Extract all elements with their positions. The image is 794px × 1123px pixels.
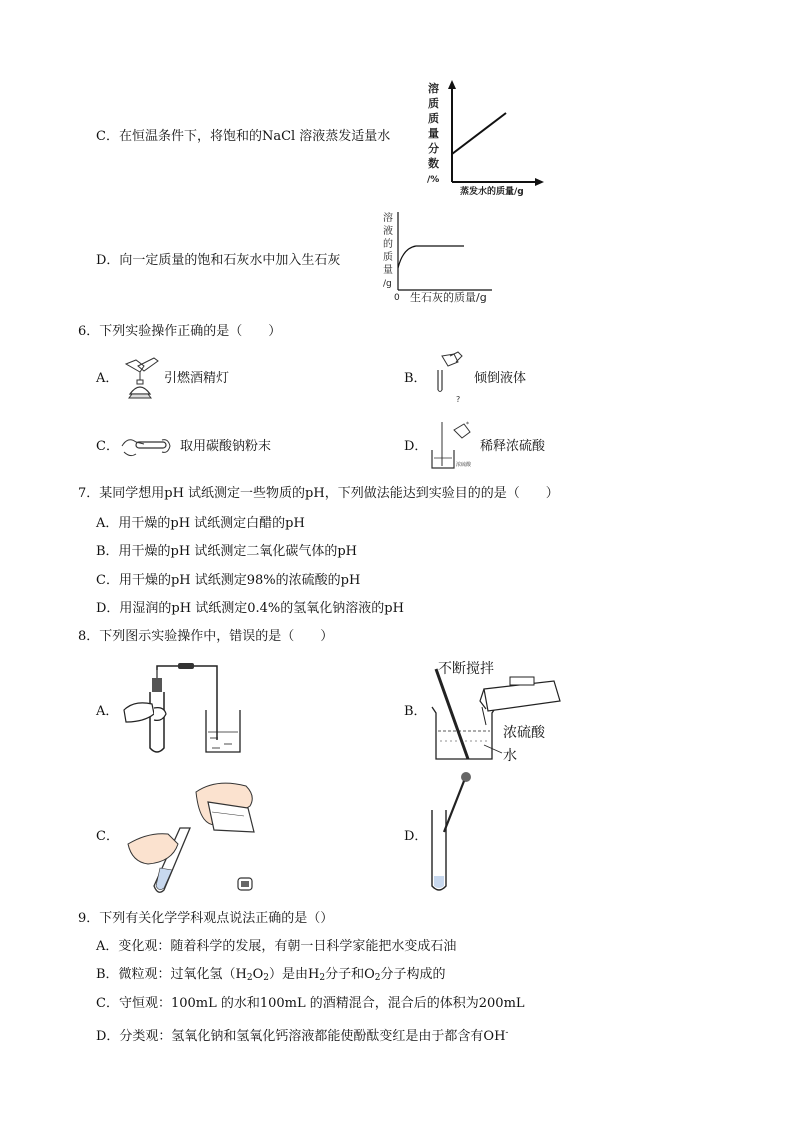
q5-d-origin: 0 [394, 293, 400, 303]
q9-stem: 9．下列有关化学学科观点说法正确的是（） [78, 911, 334, 926]
q6-stem: 6．下列实验操作正确的是（ ） [78, 324, 282, 339]
q6-option-c-letter: C． [96, 439, 119, 454]
q5-d-ylabel-3: 的 [383, 239, 393, 250]
q8-option-d-letter: D． [404, 829, 428, 844]
q5-d-ylabel-6: /g [383, 279, 392, 289]
q6-option-a-letter: A． [96, 371, 119, 386]
q6-option-a-text: 引燃酒精灯 [164, 371, 230, 386]
q6-b-pour-figure [428, 350, 468, 404]
q6-option-b-text: 倾倒液体 [474, 371, 527, 386]
q5-c-ylabel-4: 量 [428, 127, 439, 140]
q9-b-part5: 分子构成的 [380, 967, 446, 982]
q5-c-xlabel: 蒸发水的质量/g [460, 187, 524, 196]
q5-c-x-arrow [535, 178, 544, 186]
q5-c-ylabel-6: 数 [428, 157, 439, 170]
q8-b-stir-label: 不断搅拌 [438, 661, 494, 677]
q7-option-b: B．用干燥的pH 试纸测定二氧化碳气体的pH [96, 544, 358, 559]
svg-text:?: ? [456, 395, 461, 404]
q7-option-c: C．用干燥的pH 试纸测定98%的浓硫酸的pH [96, 573, 361, 588]
q5-c-ylabel-7: /% [427, 175, 440, 185]
q6-option-d-text: 稀释浓硫酸 [480, 439, 546, 454]
q5-d-ylabel-2: 液 [383, 226, 393, 237]
svg-text:*: * [466, 421, 469, 428]
q9-option-c: C．守恒观：100mL 的水和100mL 的酒精混合，混合后的体积为200mL [96, 996, 525, 1011]
q8-d-dropper-figure [424, 770, 474, 896]
q6-d-small-label: 浓硫酸 [456, 462, 472, 468]
q9-option-b [96, 966, 446, 987]
q5-c-ylabel-1: 溶 [428, 82, 439, 95]
q8-c-pour-figure [120, 772, 270, 898]
q5-c-ylabel-2: 质 [428, 97, 439, 110]
q9-b-part4: 分子和O [325, 967, 375, 982]
q5-d-ylabel-5: 量 [383, 265, 393, 276]
q6-d-dilute-figure [428, 418, 476, 476]
q5-d-curve [398, 246, 464, 268]
q5-c-graph [426, 78, 546, 196]
q9-b-part2: O [252, 967, 264, 982]
q9-b-sub4: 2 [374, 973, 381, 983]
q7-option-a: A．用干燥的pH 试纸测定白醋的pH [96, 516, 305, 531]
q6-c-powder-figure [118, 428, 174, 464]
q9-b-sub2: 2 [263, 973, 270, 983]
q7-option-d: D．用湿润的pH 试纸测定0.4%的氢氧化钠溶液的pH [96, 601, 404, 616]
q9-b-part3: ）是由H [269, 967, 320, 982]
q8-option-b-letter: B． [404, 704, 427, 719]
q5-c-ylabel-5: 分 [428, 142, 439, 155]
q9-option-a: A．变化观：随着科学的发展，有朝一日科学家能把水变成石油 [96, 939, 457, 954]
q9-b-sub3: 2 [319, 973, 326, 983]
q8-b-water-label: 水 [503, 748, 517, 764]
q6-a-lamp-figure [118, 350, 162, 400]
q5-d-graph [378, 208, 498, 308]
q8-option-c-letter: C． [96, 829, 119, 844]
q8-option-a-letter: A． [96, 704, 119, 719]
q8-stem: 8．下列图示实验操作中，错误的是（ ） [78, 629, 334, 644]
q5-d-xlabel: 生石灰的质量/g [410, 291, 487, 304]
q5-option-c: C．在恒温条件下，将饱和的NaCl 溶液蒸发适量水 [96, 129, 391, 144]
q7-stem: 7．某同学想用pH 试纸测定一些物质的pH，下列做法能达到实验目的的是（ ） [78, 486, 559, 501]
q5-d-ylabel-4: 质 [383, 252, 393, 263]
q5-d-ylabel-1: 溶 [383, 213, 393, 224]
q6-option-c-text: 取用碳酸钠粉末 [180, 439, 272, 454]
q9-b-sub1: 2 [246, 973, 253, 983]
q5-c-y-arrow [448, 80, 456, 89]
q8-b-acid-label: 浓硫酸 [503, 725, 545, 741]
q9-d-sup: - [505, 1028, 509, 1038]
q6-option-b-letter: B． [404, 371, 427, 386]
q9-option-d [96, 1024, 508, 1046]
q9-b-part1: B．微粒观：过氧化氢（H [96, 967, 247, 982]
q8-a-airtight-figure [118, 660, 258, 760]
q6-option-d-letter: D． [404, 439, 428, 454]
q5-c-ylabel-3: 质 [428, 112, 439, 125]
q5-c-curve [452, 113, 506, 154]
q5-option-d: D．向一定质量的饱和石灰水中加入生石灰 [96, 253, 341, 268]
q9-d-text: D．分类观：氢氧化钠和氢氧化钙溶液都能使酚酞变红是由于都含有OH [96, 1029, 506, 1044]
